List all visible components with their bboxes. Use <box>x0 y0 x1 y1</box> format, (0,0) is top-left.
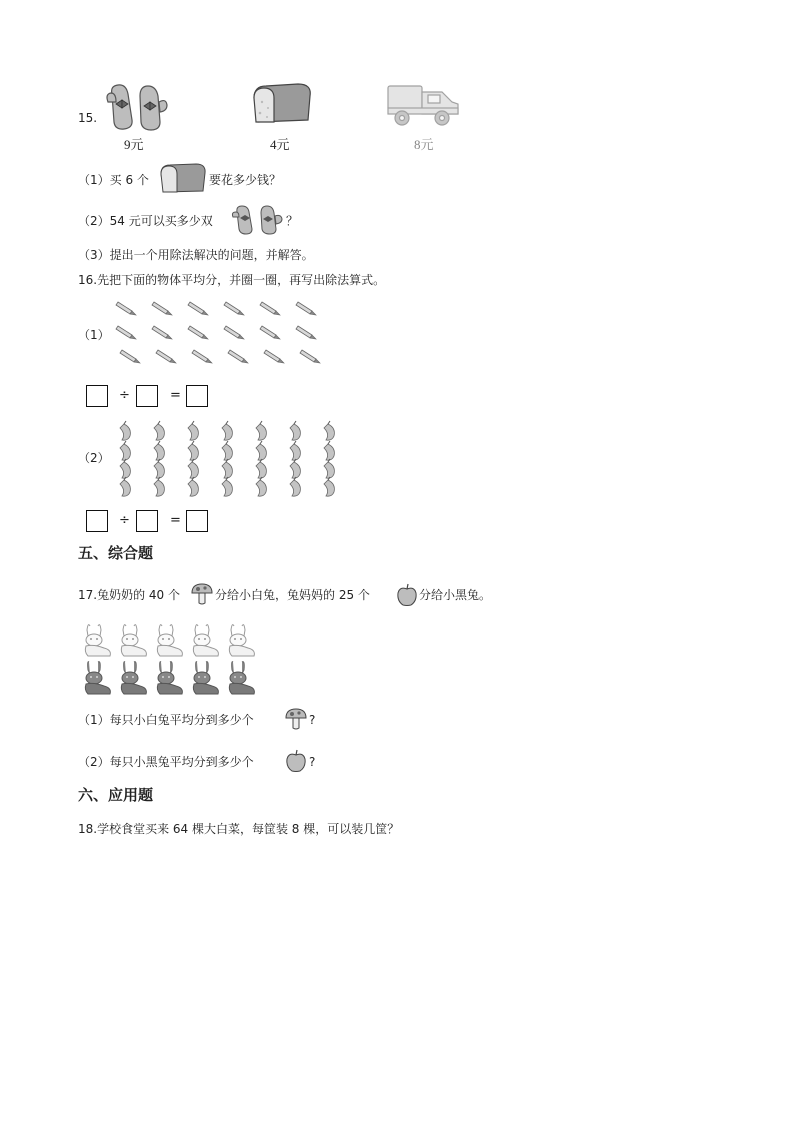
white-rabbit-icon <box>85 625 254 656</box>
divide-sign-1: ÷ <box>119 388 130 403</box>
mushroom-icon <box>190 582 214 606</box>
pepper-grid <box>112 418 354 498</box>
apple-icon <box>285 749 307 773</box>
mittens-price: 9元 <box>124 137 144 152</box>
pencil-grid <box>112 298 330 370</box>
divide-sign-2: ÷ <box>119 513 130 528</box>
q17-sub2-text: （2）每只小黑兔平均分到多少个 <box>78 755 254 769</box>
apple-icon <box>396 583 418 607</box>
q17-sub1-text: （1）每只小白兔平均分到多少个 <box>78 713 254 727</box>
black-rabbit-icon <box>85 662 254 694</box>
mittens-image <box>104 80 170 136</box>
q15-number: 15. <box>78 111 98 125</box>
bread-icon <box>158 161 208 195</box>
q15-sub2-suffix: ？ <box>286 214 299 228</box>
q17-text-a: 17.兔奶奶的 40 个 <box>78 588 180 602</box>
q17-text-c: 分给小黑兔。 <box>419 588 492 602</box>
q16-part2-label: （2） <box>78 451 110 465</box>
q15-sub1-text: （1）买 6 个 <box>78 173 149 187</box>
q16-part1-label: （1） <box>78 328 110 342</box>
bread-image <box>250 80 314 126</box>
answer-box-quotient-1[interactable] <box>186 385 208 407</box>
pencil-icon <box>116 302 320 363</box>
truck-image <box>384 78 464 128</box>
q15-sub2-text: （2）54 元可以买多少双 <box>78 214 213 228</box>
equals-sign-1: = <box>170 388 181 403</box>
q17-sub1-suffix: ? <box>309 713 316 727</box>
truck-price: 8元 <box>414 137 434 152</box>
q18-text: 18.学校食堂买来 64 棵大白菜，每筐装 8 棵，可以装几筐？ <box>78 822 400 836</box>
answer-box-dividend-2[interactable] <box>86 510 108 532</box>
pepper-icon <box>120 421 334 496</box>
q17-text-b: 分给小白兔，兔妈妈的 25 个 <box>215 588 370 602</box>
section-6-title: 六、应用题 <box>78 786 154 804</box>
answer-box-divisor-2[interactable] <box>136 510 158 532</box>
q16-text: 16.先把下面的物体平均分，并圈一圈，再写出除法算式。 <box>78 273 386 287</box>
answer-box-divisor-1[interactable] <box>136 385 158 407</box>
equals-sign-2: = <box>170 513 181 528</box>
q17-sub2-suffix: ? <box>309 755 316 769</box>
answer-box-quotient-2[interactable] <box>186 510 208 532</box>
rabbits-image <box>80 618 270 700</box>
mittens-icon <box>230 203 286 237</box>
mushroom-icon <box>284 707 308 731</box>
section-5-title: 五、综合题 <box>78 544 154 562</box>
answer-box-dividend-1[interactable] <box>86 385 108 407</box>
bread-price: 4元 <box>270 137 290 152</box>
q15-sub1-suffix: 要花多少钱？ <box>209 173 282 187</box>
q15-sub3-text: （3）提出一个用除法解决的问题，并解答。 <box>78 248 314 262</box>
